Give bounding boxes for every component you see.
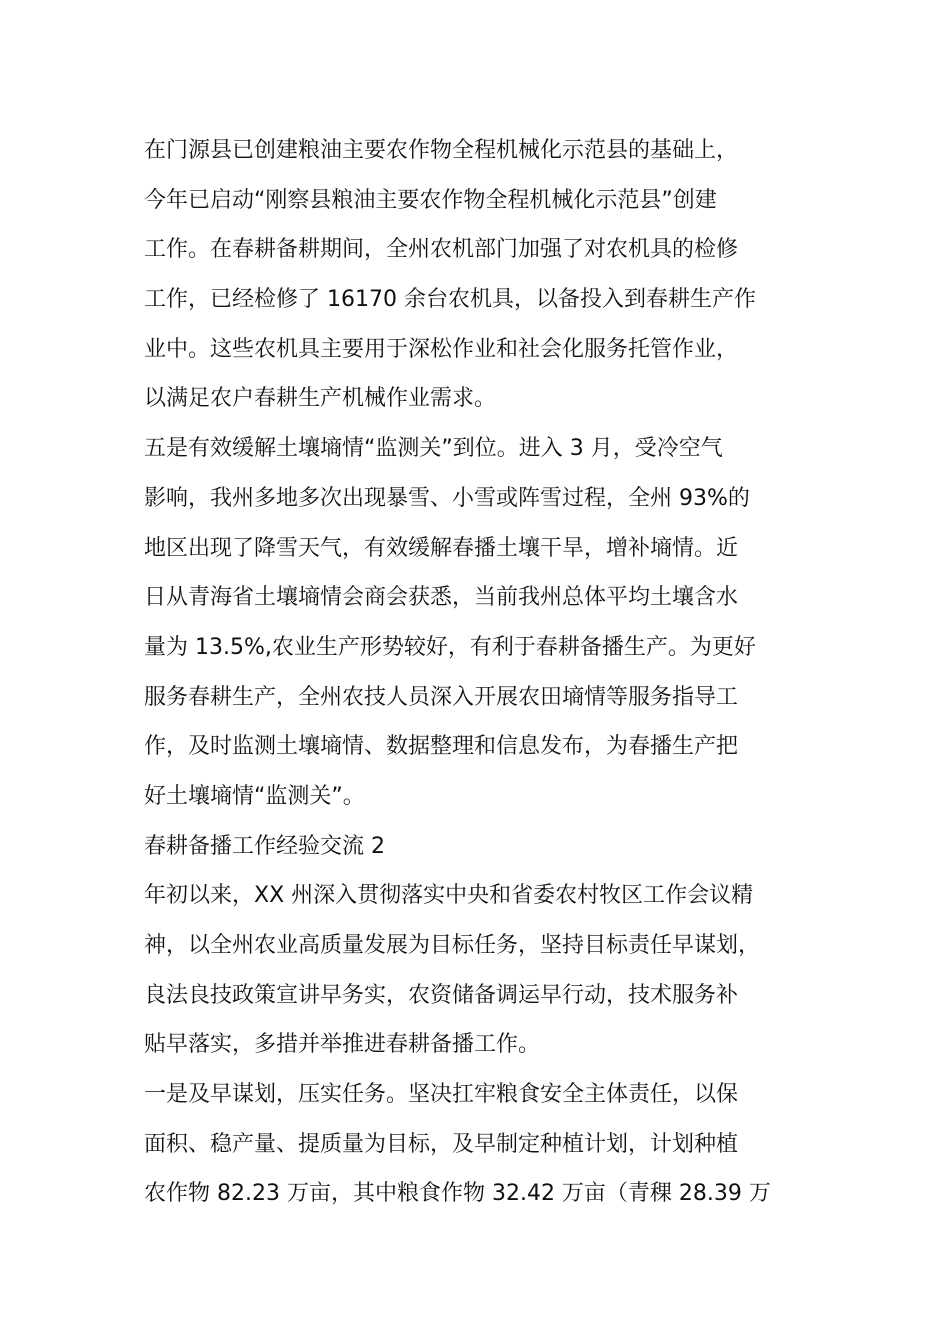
text-line: 在门源县已创建粮油主要农作物全程机械化示范县的基础上，: [144, 138, 739, 163]
text-line: 业中。这些农机具主要用于深松作业和社会化服务托管作业，: [144, 336, 739, 362]
text-line: 贴早落实，多措并举推进春耕备播工作。: [144, 1032, 541, 1058]
text-line: 良法良技政策宣讲早务实，农资储备调运早行动，技术服务补: [144, 982, 739, 1008]
body-text: [144, 126, 814, 1219]
text-line: 今年已启动“刚察县粮油主要农作物全程机械化示范县”创建: [144, 187, 717, 213]
text-line: 日从青海省土壤墒情会商会获悉，当前我州总体平均土壤含水: [144, 585, 739, 611]
text-line: 年初以来，XX 州深入贯彻落实中央和省委农村牧区工作会议精: [144, 883, 754, 909]
text-line: 农作物 82.23 万亩，其中粮食作物 32.42 万亩（青稞 28.39 万: [144, 1181, 771, 1207]
text-line: 量为 13.5%,农业生产形势较好，有利于春耕备播生产。为更好: [144, 634, 756, 660]
text-line: 影响，我州多地多次出现暴雪、小雪或阵雪过程，全州 93%的: [144, 485, 750, 511]
text-line: 神，以全州农业高质量发展为目标任务，坚持目标责任早谋划，: [144, 933, 761, 958]
text-line: 工作。在春耕备耕期间，全州农机部门加强了对农机具的检修: [144, 237, 739, 263]
text-line: 一是及早谋划，压实任务。坚决扛牢粮食安全主体责任，以保: [144, 1082, 739, 1108]
text-line: 好土壤墒情“监测关”。: [144, 783, 365, 809]
text-line: 服务春耕生产，全州农技人员深入开展农田墒情等服务指导工: [144, 684, 739, 710]
text-line: 五是有效缓解土壤墒情“监测关”到位。进入 3 月，受冷空气: [144, 436, 723, 462]
text-line: 以满足农户春耕生产机械作业需求。: [144, 386, 497, 412]
section-heading: 春耕备播工作经验交流 2: [144, 833, 385, 859]
text-line: 面积、稳产量、提质量为目标，及早制定种植计划，计划种植: [144, 1131, 739, 1157]
text-line: 作，及时监测土壤墒情、数据整理和信息发布，为春播生产把: [144, 734, 739, 760]
text-line: 工作，已经检修了 16170 余台农机具，以备投入到春耕生产作: [144, 287, 756, 313]
text-line: 地区出现了降雪天气，有效缓解春播土壤干旱，增补墒情。近: [144, 535, 739, 561]
